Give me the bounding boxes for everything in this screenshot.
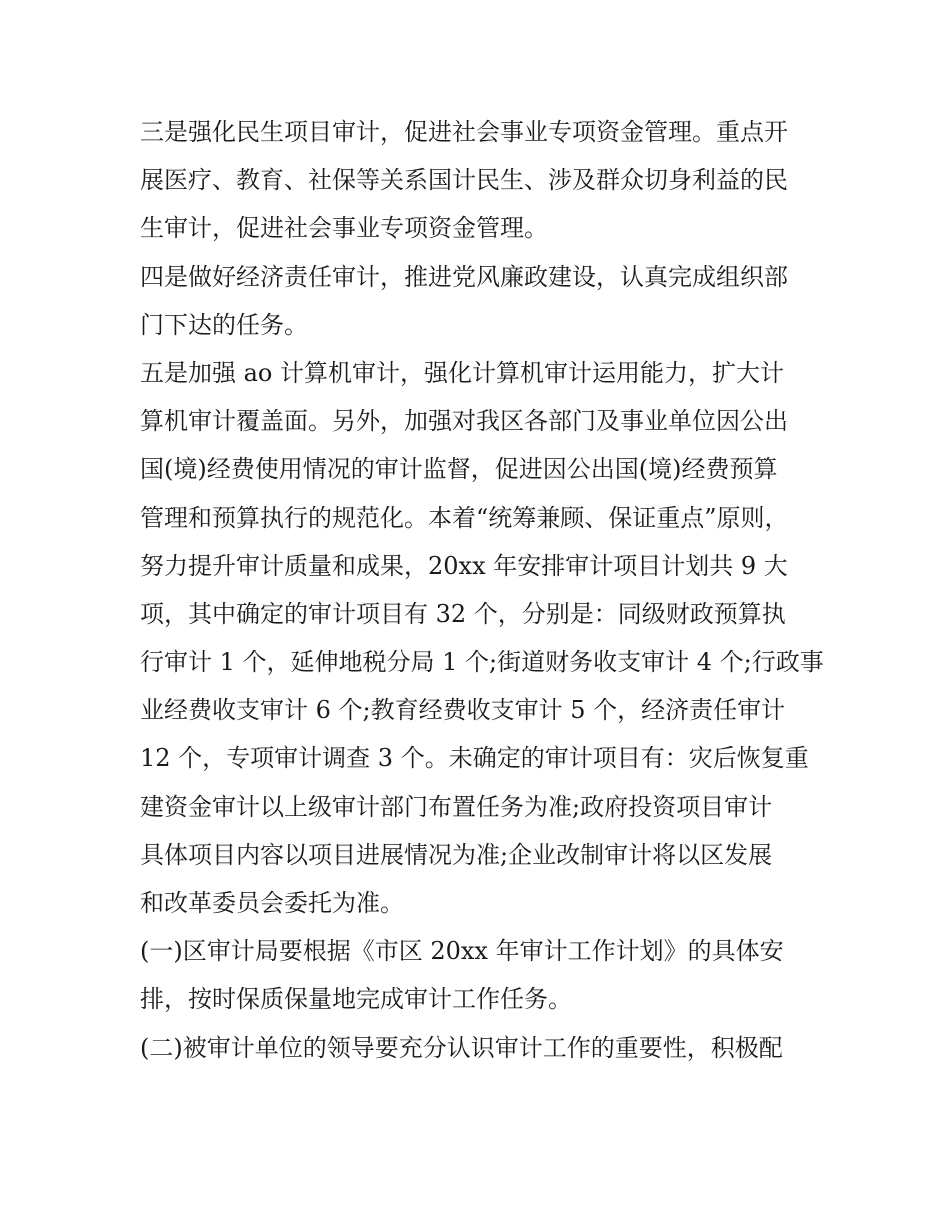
text-line: 算机审计覆盖面。另外，加强对我区各部门及事业单位因公出 (140, 407, 788, 436)
text-line: 项，其中确定的审计项目有 32 个，分别是：同级财政预算执 (140, 599, 786, 628)
text-line: 生审计，促进社会事业专项资金管理。 (140, 214, 548, 243)
text-line: 国(境)经费使用情况的审计监督，促进因公出国(境)经费预算 (140, 455, 778, 484)
document-body (140, 108, 830, 1072)
text-line: (二)被审计单位的领导要充分认识审计工作的重要性，积极配 (140, 1033, 783, 1062)
text-line: 管理和预算执行的规范化。本着“统筹兼顾、保证重点”原则， (140, 503, 789, 532)
text-line: 排，按时保质保量地完成审计工作任务。 (140, 985, 572, 1014)
text-line: (一)区审计局要根据《市区 20xx 年审计工作计划》的具体安 (140, 937, 784, 966)
text-line: 和改革委员会委托为准。 (140, 889, 404, 917)
text-line: 建资金审计以上级审计部门布置任务为准;政府投资项目审计 (140, 792, 773, 821)
text-line: 四是做好经济责任审计，推进党风廉政建设，认真完成组织部 (140, 262, 788, 291)
text-line: 具体项目内容以项目进展情况为准;企业改制审计将以区发展 (140, 840, 773, 869)
text-line: 业经费收支审计 6 个;教育经费收支审计 5 个，经济责任审计 (140, 696, 786, 725)
text-line: 展医疗、教育、社保等关系国计民生、涉及群众切身利益的民 (140, 166, 788, 195)
text-line: 三是强化民生项目审计，促进社会事业专项资金管理。重点开 (140, 118, 788, 146)
text-line: 行审计 1 个，延伸地税分局 1 个;街道财务收支审计 4 个;行政事 (140, 648, 824, 677)
text-line: 五是加强 ao 计算机审计，强化计算机审计运用能力，扩大计 (140, 358, 785, 387)
text-line: 12 个，专项审计调查 3 个。未确定的审计项目有：灾后恢复重 (140, 744, 809, 773)
text-line: 门下达的任务。 (140, 310, 308, 339)
text-line: 努力提升审计质量和成果，20xx 年安排审计项目计划共 9 大 (140, 551, 788, 580)
